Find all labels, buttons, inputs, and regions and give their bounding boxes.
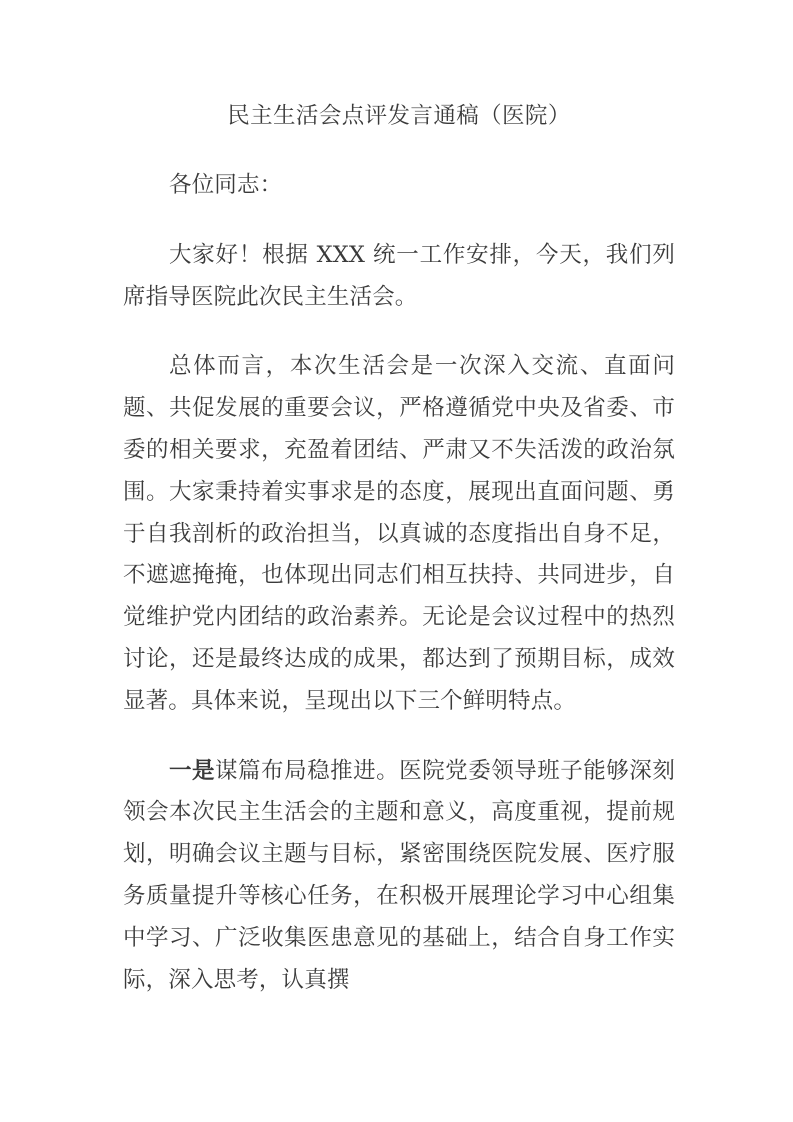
paragraph-spacer-2 [123,318,675,346]
paragraph-spacer-3 [123,723,675,751]
paragraph-overall-summary: 总体而言，本次生活会是一次深入交流、直面问题、共促发展的重要会议，严格遵循党中央及省委、市委的相关要求，充盈着团结、严肃又不失活泼的政治氛围。大家秉持着实事求是的态度，展现出直面问题、勇于自我剖析的政治担当，以真诚的态度指出自身不足，不遮遮掩掩，也体现出同志们相互扶持、共同进步，自觉维护党内团结的政治素养。无论是会议过程中的热烈讨论，还是最终达成的成果，都达到了预期目标，成效显著。具体来说，呈现出以下三个鲜明特点。 [123,353,675,714]
salutation-paragraph: 各位同志： [169,172,283,198]
point-one-lead-label: 一是 [169,757,216,784]
title-spacer [123,137,675,165]
page-title: 民主生活会点评发言通稿（医院） [227,103,571,129]
point-one-body-text: 谋篇布局稳推进。医院党委领导班子能够深刻领会本次民主生活会的主题和意义，高度重视，提前规划，明确会议主题与目标，紧密围绕医院发展、医疗服务质量提升等核心任务，在积极开展理论学习中心组集中学习、广泛收集医患意见的基础上，结合自身工作实际，深入思考，认真撰 [123,757,675,993]
paragraph-spacer-1 [123,207,675,235]
paragraph-greeting: 大家好！根据 XXX 统一工作安排，今天，我们列席指导医院此次民主生活会。 [123,241,675,310]
document-body [123,0,675,1001]
paragraph-point-one [123,751,675,1002]
